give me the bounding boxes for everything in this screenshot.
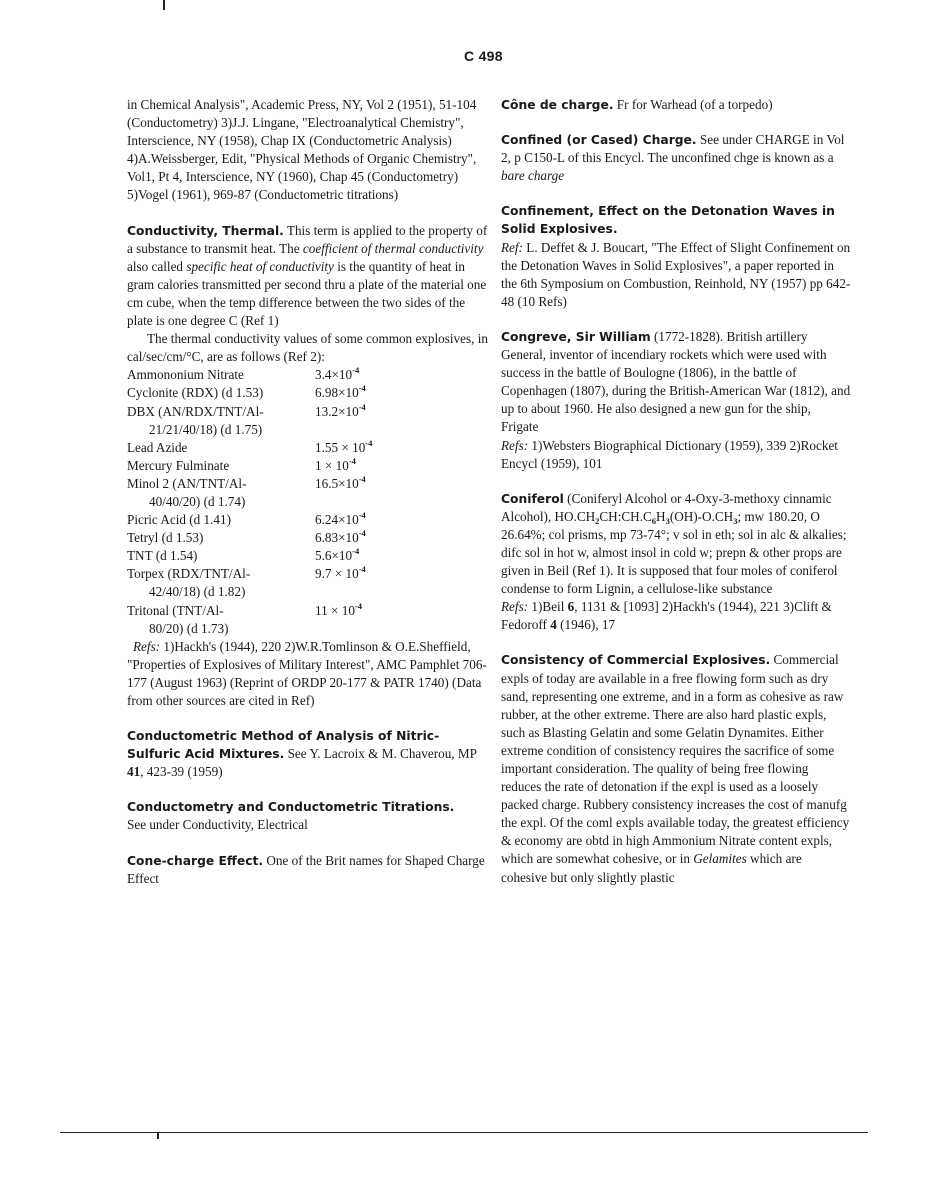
entry-text: This term is applied to the property of a substance to transmit heat. The [127,222,488,256]
value-exponent: -4 [358,510,366,521]
entry-heading: Confined (or Cased) Charge. [501,133,697,148]
value-exponent: -4 [352,546,360,557]
refs-text: (1946), 17 [556,617,616,633]
term: Gelamites [693,851,747,867]
table-row-name: Minol 2 (AN/TNT/Al- [127,475,247,491]
entry-confined-charge [501,131,851,185]
value-exponent: -4 [354,600,363,611]
refs [127,638,492,710]
entry-text: ; mw 180.20, O 26.64%; col prisms, mp 73-74°; v sol in eth; sol in alc & alkalies; difc sol in hot w, almost insol in cold w; prepn & other props are given in Beil (Ref 1). It is supposed that four moles of coniferol condense to form Lignin, a cellulose-like substance [501,508,847,597]
entry-conductometric-method [127,727,492,781]
table-row-value [313,457,492,475]
entry-text: H [656,508,666,524]
entry-text: See under CHARGE in Vol 2, p C150-L of this Encycl. The unconfined chge is known as a [501,132,845,166]
table-row-continuation: 80/20) (d 1.73) [149,620,229,636]
entry-text: (1772-1828). British artillery General, inventor of incendiary rockets which were used with success in the battle of Boulogne (1806), in the battle of Copenhagen (1807), during the British-American War (1812), and up to about 1960. He also designed a new gun for the ship, Frigate [501,328,851,435]
value-mantissa: 11 × 10 [315,602,355,618]
refs-label: Refs: [501,599,529,615]
spacer [313,583,492,601]
table-row-name: Tetryl (d 1.53) [127,530,204,546]
entry-cone-charge [127,852,492,888]
table-row-name: TNT (d 1.54) [127,548,198,564]
entry-heading: Consistency of Commercial Explosives. [501,653,771,668]
table-row-name: Cyclonite (RDX) (d 1.53) [127,385,264,401]
value-mantissa: 6.83×10 [315,530,359,546]
entry-confinement [501,202,851,311]
entry-congreve [501,328,851,473]
value-mantissa: 9.7 × 10 [315,566,359,582]
table-row-value [313,602,492,620]
entry-text: Commercial expls of today are available in a free flowing form such as dry sand, representing one extreme, and in a form as cohesive as raw rubber, at the other extreme. There are also hard plastic expls, such as Blasting Gelatin and some Gelatin Dynamites. Either extreme condition of consistency requires the sacrifice of some important consideration. The quality of being free flowing reduces the rate of detonation if the expl is used as a loosely packed charge. Rubbery consistency increases the cost of manufg the expl. Of the coml expls available today, the greatest efficiency & economy are obtd in high Ammonium Nitrate content expls, which are somewhat cohesive, or in [501,652,850,867]
entry-heading: Confinement, Effect on the Detonation Waves in Solid Explosives. [501,204,835,237]
table-row-name: Mercury Fulminate [127,457,230,473]
entry-consistency [501,651,851,886]
value-mantissa: 6.98×10 [315,385,359,401]
entry-text: , 423-39 (1959) [140,764,223,780]
table-row-continuation: 21/21/40/18) (d 1.75) [149,421,263,437]
entry-conductometry [127,798,492,834]
entry-text: One of the Brit names for Shaped Charge Effect [127,852,485,886]
refs-text: , 1131 & [1093] 2)Hackh's (1944), 221 3)Clift & Fedoroff [501,599,832,633]
value-mantissa: 6.24×10 [315,512,359,528]
table-row-name: DBX (AN/RDX/TNT/Al- [127,403,264,419]
table-row-name: Tritonal (TNT/Al- [127,602,224,618]
continuation-text: in Chemical Analysis", Academic Press, NY, Vol 2 (1951), 51-104 (Conductometry) 3)J.J. Lingane, "Electroanalytical Chemistry", Interscience, NY (1958), Chap IX (Conductometric Analysis) 4)A.Weissberger, Edit, "Physical Methods of Organic Chemistry", Vol1, Pt 4, Interscience, NY (1960), Chap 45 (Conductometry) 5)Vogel (1961), 969-87 (Conductometric titrations) [127,97,477,203]
value-mantissa: 13.2×10 [315,403,359,419]
subscript: 2 [595,515,600,526]
table-row-value [313,529,492,547]
entry-heading: Conductometry and Conductometric Titrations. [127,800,455,815]
table-row-value [313,565,492,583]
entry-heading: Cône de charge. [501,98,614,112]
table-row-value [313,384,492,402]
table-row-value [313,439,492,457]
page-number: C 498 [464,48,503,64]
entry-text: (OH)-O.CH [669,508,734,524]
entry-text: also called [127,258,187,274]
scan-mark [163,0,165,10]
table-row-value [313,366,492,384]
value-exponent: -4 [358,383,366,394]
table-row-value [313,403,492,421]
refs-text: 1)Websters Biographical Dictionary (1959), 339 2)Rocket Encycl (1959), 101 [501,437,838,471]
table-row-name: Picric Acid (d 1.41) [127,512,232,528]
table-row-name: Lead Azide [127,439,188,455]
subscript: 6 [651,515,657,526]
right-column [501,96,851,904]
paragraph: The thermal conductivity values of some common explosives, in cal/sec/cm/°C, are as follows (Ref 2): [127,331,488,365]
subscript: 3 [665,515,670,526]
entry-text: Fr for Warhead (of a torpedo) [613,97,773,112]
entry-text: CH:CH.C [599,508,652,524]
value-exponent: -4 [365,437,373,448]
refs-text: 1)Beil [528,599,568,615]
spacer [313,421,492,439]
subscript: 3 [733,515,738,526]
left-column [127,96,492,905]
entry-text: is the quantity of heat in gram calories transmitted per second thru a plate of the material one cm cube, when the temp difference between the two sides of the plate is one degree C (Ref 1) [127,258,487,329]
value-exponent: -4 [348,455,356,466]
entry-conductivity-thermal [127,222,492,711]
value-mantissa: 16.5×10 [315,475,359,491]
entry-heading: Coniferol [501,491,564,506]
table-row-name: Torpex (RDX/TNT/Al- [127,566,251,582]
entry-cone-de-charge [501,96,851,114]
entry-text: See Y. Lacroix & M. Chaverou, MP [284,746,477,762]
value-mantissa: 3.4×10 [315,367,353,383]
entry-coniferol [501,490,851,635]
value-exponent: -4 [358,473,366,484]
volume: 6 [567,599,575,615]
value-mantissa: 5.6×10 [315,548,353,564]
entry-text: (Coniferyl Alcohol or 4-Oxy-3-methoxy cinnamic Alcohol), HO.CH [501,490,832,524]
entry-heading: Congreve, Sir William [501,329,651,344]
refs-text: 1)Hackh's (1944), 220 2)W.R.Tomlinson & O.E.Sheffield, "Properties of Explosives of Military Interest", AMC Pamphlet 706-177 (August 1963) (Reprint of ORDP 20-177 & PATR 1740) (Data from other sources are cited in Ref) [127,638,487,708]
entry-heading: Conductivity, Thermal. [127,223,284,238]
value-exponent: -4 [358,401,366,412]
entry-heading: Cone-charge Effect. [127,853,264,868]
ref-text: L. Deffet & J. Boucart, "The Effect of Slight Confinement on the Detonation Waves in Solid Explosives", a paper reported in the 6th Symposium on Combustion, Reinhold, NY (1957) pp 642-48 (10 Refs) [501,239,851,309]
value-exponent: -4 [352,365,360,376]
ref-label: Ref: [501,239,523,255]
footer-rule-tick [157,1132,159,1139]
term: specific heat of conductivity [186,258,334,274]
table-row-value [313,511,492,529]
refs-label: Refs: [133,638,161,654]
table-row-value [313,475,492,493]
entry-heading: Conductometric Method of Analysis of Nitric-Sulfuric Acid Mixtures. [127,729,440,762]
table-row-name: Ammononium Nitrate [127,367,244,383]
term: bare charge [501,168,565,184]
table-row-continuation: 42/40/18) (d 1.82) [149,584,246,600]
term: coefficient of thermal conductivity [302,240,484,256]
entry-text: which are cohesive but only slightly plastic [501,851,802,885]
value-mantissa: 1.55 × 10 [315,439,366,455]
table-row-continuation: 40/40/20) (d 1.74) [149,493,246,509]
spacer [313,620,492,638]
entry-text: See under Conductivity, Electrical [127,817,308,833]
table-row-value [313,547,492,565]
value-mantissa: 1 × 10 [315,457,349,473]
value-exponent: -4 [358,528,366,539]
conductivity-table [127,366,492,637]
footer-rule [60,1132,868,1133]
refs-label: Refs: [501,437,529,453]
value-exponent: -4 [358,564,366,575]
spacer [313,493,492,511]
volume: 41 [127,764,141,780]
volume: 4 [550,617,557,633]
